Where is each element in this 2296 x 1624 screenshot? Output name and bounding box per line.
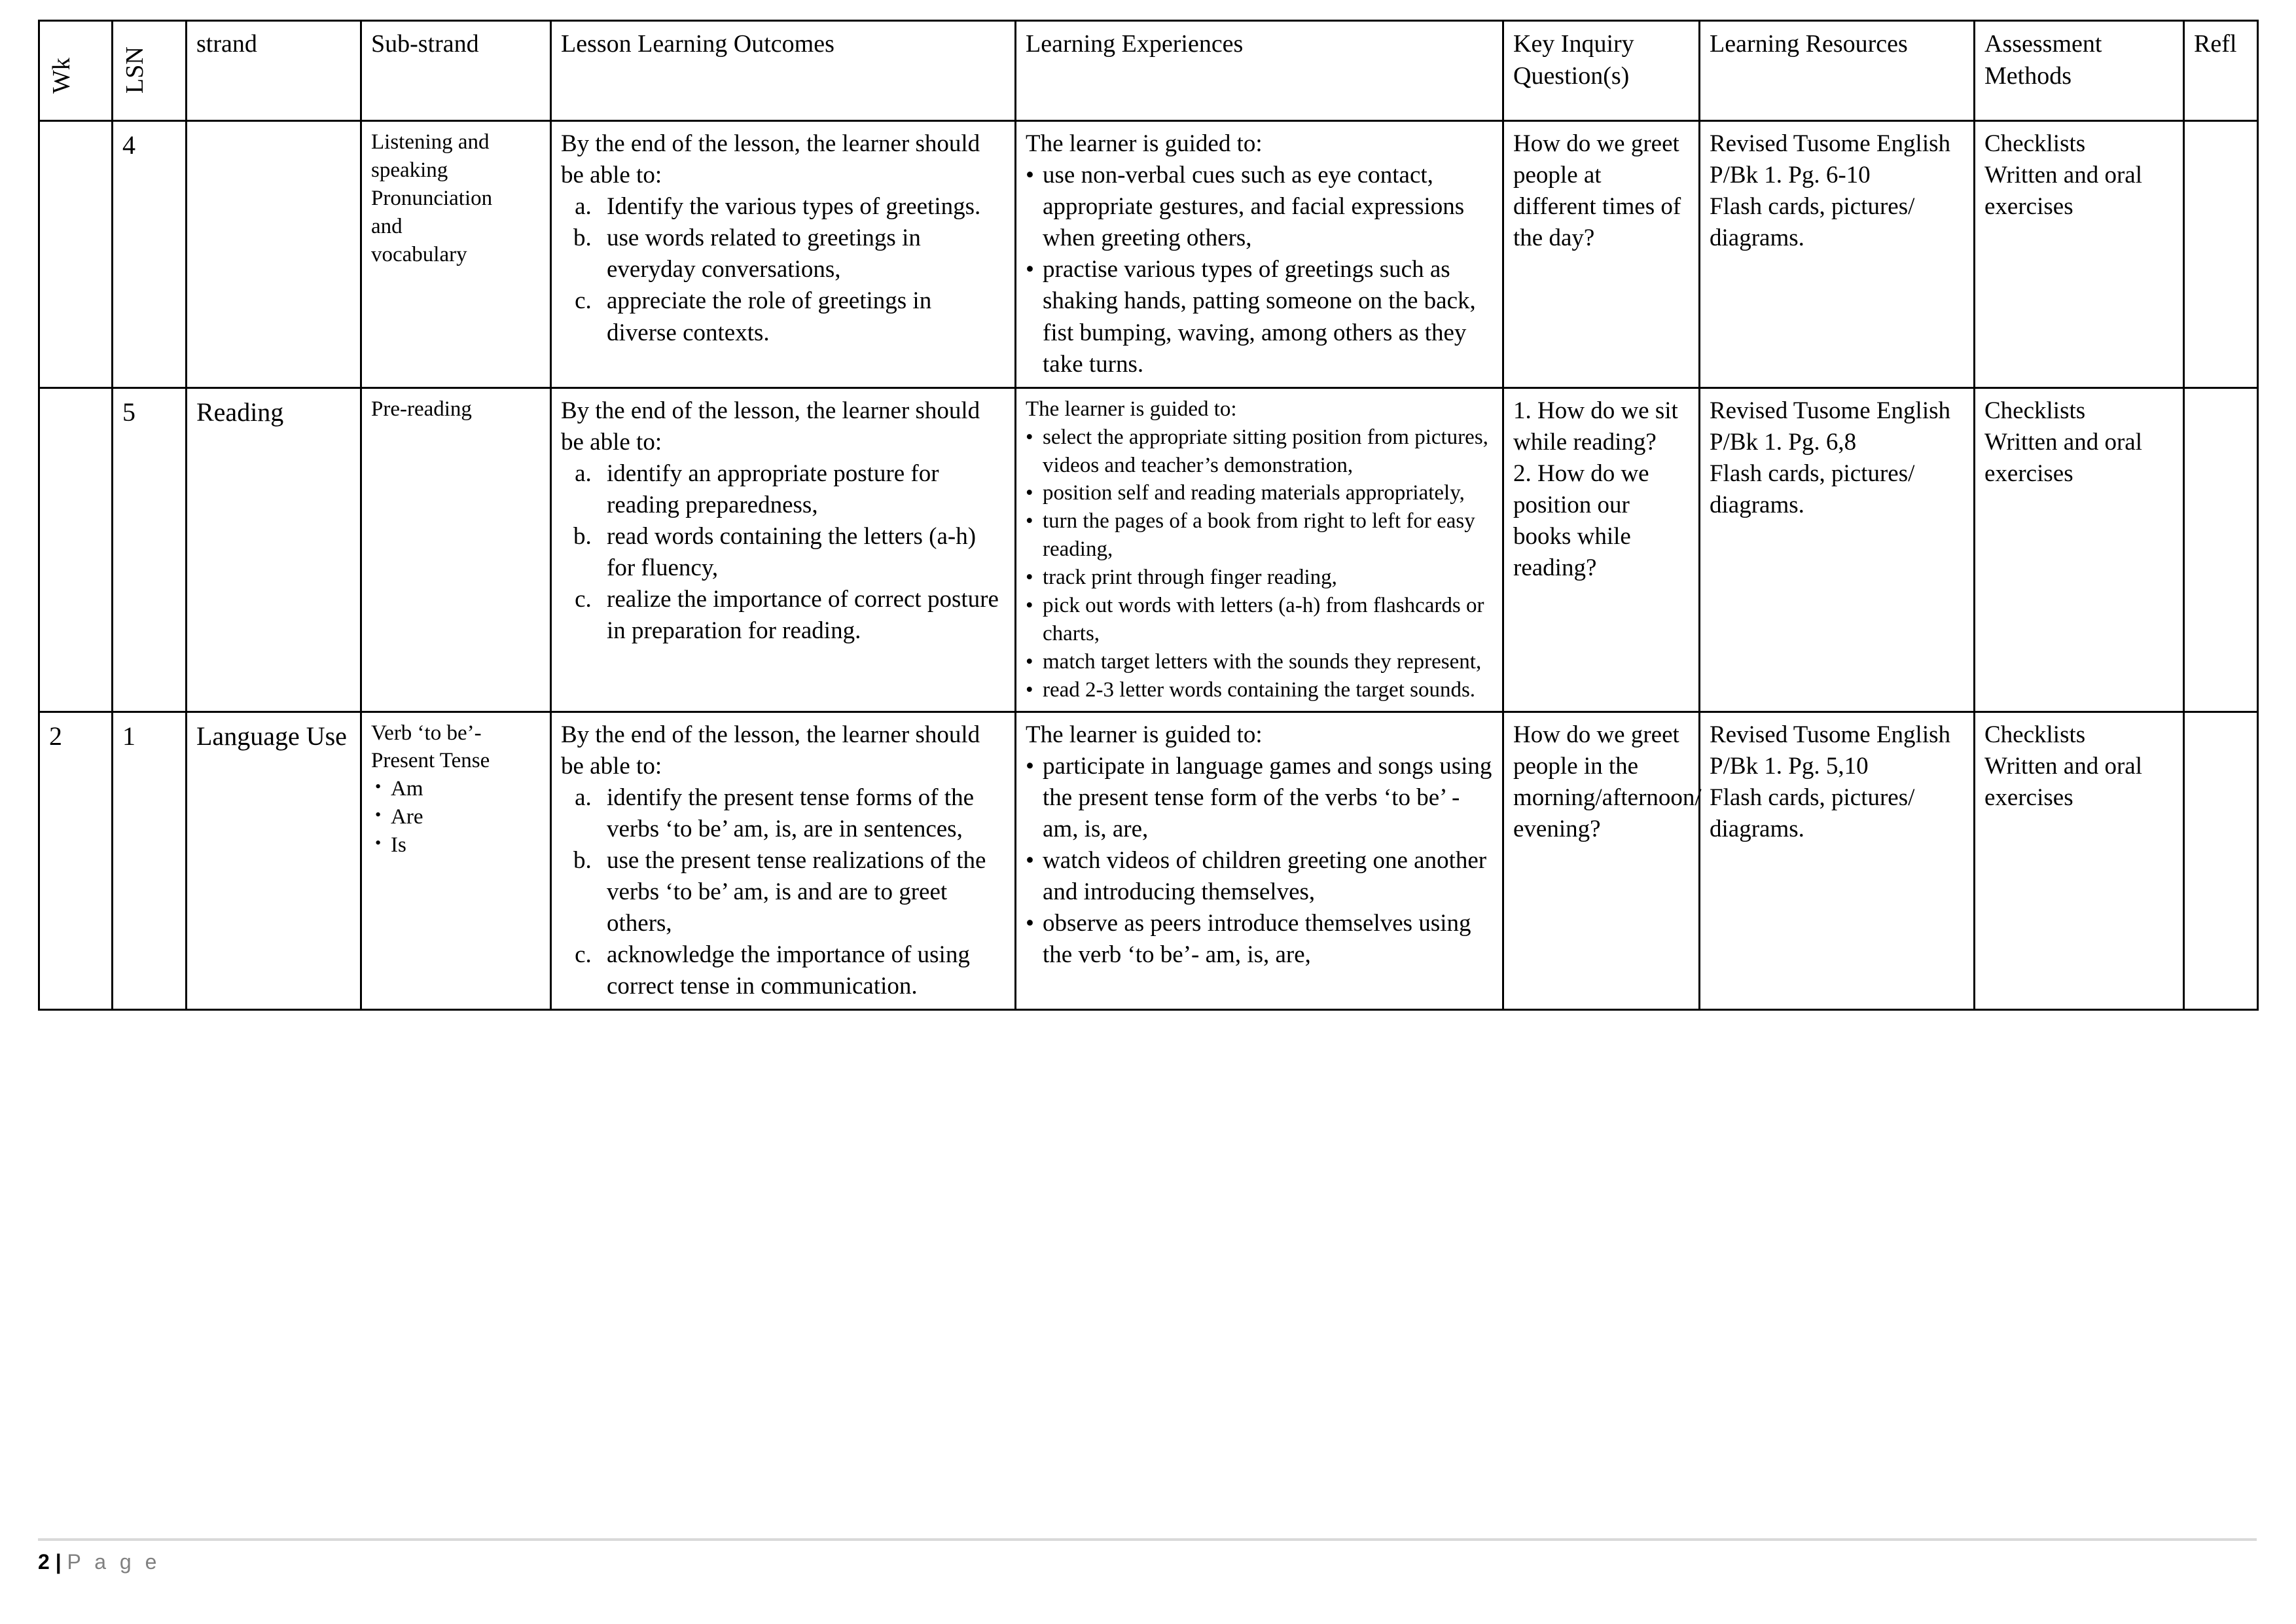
sub-strand-bullet-list — [371, 775, 541, 859]
cell-sub-strand — [361, 712, 551, 1010]
cell-learning-resources — [1700, 388, 1975, 712]
list-item: b. use words related to greetings in everyday conversations, — [598, 223, 1005, 285]
column-header-learning-experiences: Learning Experiences — [1016, 21, 1503, 121]
scheme-of-work-table — [38, 20, 2259, 1011]
inquiry-question: 2. How do we position our books while reading? — [1513, 460, 1649, 582]
list-item: • read 2-3 letter words containing the target sounds. — [1026, 676, 1493, 704]
assessment-line: Checklists — [1984, 721, 2086, 748]
cell-learning-experiences — [1016, 121, 1503, 388]
column-header-key-inquiry-questions: Key Inquiry Question(s) — [1503, 21, 1700, 121]
resource-line: Flash cards, pictures/ diagrams. — [1710, 193, 1915, 252]
column-header-lesson-learning-outcomes: Lesson Learning Outcomes — [551, 21, 1016, 121]
list-item: • position self and reading materials appropriately, — [1026, 479, 1493, 507]
column-header-lsn-label: LSN — [121, 46, 149, 94]
list-item: c. acknowledge the importance of using correct tense in communication. — [598, 939, 1005, 1002]
cell-strand: Reading — [187, 388, 361, 712]
cell-reflection[interactable] — [2184, 712, 2258, 1010]
table-row — [39, 388, 2258, 712]
resource-line: Flash cards, pictures/ diagrams. — [1710, 784, 1915, 842]
column-header-assessment-methods: Assessment Methods — [1975, 21, 2184, 121]
outcomes-intro: By the end of the lesson, the learner should be able to: — [561, 130, 980, 189]
experiences-intro: The learner is guided to: — [1026, 721, 1263, 748]
list-item: c. realize the importance of correct posture in preparation for reading. — [598, 584, 1005, 647]
resource-line: Revised Tusome English — [1710, 397, 1950, 424]
cell-strand — [187, 121, 361, 388]
outcomes-list — [561, 191, 1005, 348]
column-header-lsn — [113, 21, 187, 121]
assessment-line: Checklists — [1984, 130, 2086, 157]
cell-key-inquiry-questions — [1503, 712, 1700, 1010]
cell-lesson-learning-outcomes — [551, 388, 1016, 712]
outcomes-list — [561, 458, 1005, 647]
cell-assessment-methods — [1975, 712, 2184, 1010]
footer-page-indicator — [38, 1550, 2257, 1574]
cell-lesson-learning-outcomes — [551, 712, 1016, 1010]
outcomes-intro: By the end of the lesson, the learner should be able to: — [561, 397, 980, 456]
table-row — [39, 712, 2258, 1010]
cell-sub-strand — [361, 121, 551, 388]
assessment-line: Written and oral exercises — [1984, 428, 2142, 487]
cell-strand: Language Use — [187, 712, 361, 1010]
experiences-list — [1026, 424, 1493, 704]
table-body — [39, 121, 2258, 1010]
list-item: b. use the present tense realizations of the verbs ‘to be’ am, is and are to greet others, — [598, 845, 1005, 939]
experiences-intro: The learner is guided to: — [1026, 130, 1263, 157]
outcomes-list — [561, 782, 1005, 1003]
footer-page-number: 2 — [38, 1550, 50, 1574]
experiences-list — [1026, 160, 1493, 380]
cell-key-inquiry-questions — [1503, 388, 1700, 712]
inquiry-question: 1. How do we sit while reading? — [1513, 397, 1678, 456]
text-line: Listening and — [371, 130, 490, 154]
cell-learning-resources — [1700, 712, 1975, 1010]
text-line: and — [371, 214, 403, 238]
list-item: • match target letters with the sounds they represent, — [1026, 648, 1493, 676]
cell-week: 2 — [39, 712, 113, 1010]
cell-week — [39, 121, 113, 388]
outcomes-intro: By the end of the lesson, the learner should be able to: — [561, 721, 980, 780]
column-header-wk-label: Wk — [48, 58, 75, 94]
assessment-line: Written and oral exercises — [1984, 162, 2142, 221]
resource-line: P/Bk 1. Pg. 5,10 — [1710, 752, 1869, 780]
cell-learning-resources — [1700, 121, 1975, 388]
resource-line: Revised Tusome English — [1710, 130, 1950, 157]
list-item: • select the appropriate sitting position from pictures, videos and teacher’s demonstration, — [1026, 424, 1493, 480]
list-item: • participate in language games and songs using the present tense form of the verbs ‘to be’ -am, is, are, — [1026, 751, 1493, 845]
list-item: a. identify an appropriate posture for reading preparedness, — [598, 458, 1005, 521]
column-header-wk — [39, 21, 113, 121]
column-header-sub-strand: Sub-strand — [361, 21, 551, 121]
table-row — [39, 121, 2258, 388]
resource-line: P/Bk 1. Pg. 6,8 — [1710, 428, 1857, 456]
experiences-intro: The learner is guided to: — [1026, 397, 1237, 421]
list-item: • track print through finger reading, — [1026, 564, 1493, 592]
cell-reflection[interactable] — [2184, 121, 2258, 388]
footer-separator: | — [55, 1550, 62, 1574]
text-line: Pronunciation — [371, 186, 493, 210]
cell-week — [39, 388, 113, 712]
list-item: • use non-verbal cues such as eye contact, appropriate gestures, and facial expressions when greeting others, — [1026, 160, 1493, 254]
list-item: a. identify the present tense forms of the verbs ‘to be’ am, is, are in sentences, — [598, 782, 1005, 845]
resource-line: P/Bk 1. Pg. 6-10 — [1710, 162, 1871, 189]
page-footer — [38, 1538, 2257, 1574]
cell-learning-experiences — [1016, 388, 1503, 712]
footer-divider — [38, 1538, 2257, 1541]
list-item: • practise various types of greetings such as shaking hands, patting someone on the back, fist bumping, waving, among others as they take turns. — [1026, 254, 1493, 380]
cell-assessment-methods — [1975, 388, 2184, 712]
cell-lesson-learning-outcomes — [551, 121, 1016, 388]
resource-line: Flash cards, pictures/ diagrams. — [1710, 460, 1915, 519]
inquiry-question: How do we greet people at different times of the day? — [1513, 130, 1681, 252]
cell-key-inquiry-questions — [1503, 121, 1700, 388]
list-item: • Is — [375, 831, 541, 859]
assessment-line: Checklists — [1984, 397, 2086, 424]
column-header-strand: strand — [187, 21, 361, 121]
cell-learning-experiences — [1016, 712, 1503, 1010]
cell-assessment-methods — [1975, 121, 2184, 388]
text-line: Pre-reading — [371, 397, 472, 421]
column-header-reflection: Refl — [2184, 21, 2258, 121]
assessment-line: Written and oral exercises — [1984, 752, 2142, 811]
footer-page-label: P a g e — [67, 1550, 161, 1574]
list-item: b. read words containing the letters (a-h) for fluency, — [598, 521, 1005, 584]
list-item: c. appreciate the role of greetings in diverse contexts. — [598, 285, 1005, 348]
resource-line: Revised Tusome English — [1710, 721, 1950, 748]
column-header-learning-resources: Learning Resources — [1700, 21, 1975, 121]
list-item: • Are — [375, 803, 541, 831]
cell-lesson-number: 4 — [113, 121, 187, 388]
list-item: a. Identify the various types of greetings. — [598, 191, 1005, 223]
cell-reflection[interactable] — [2184, 388, 2258, 712]
text-line: Verb ‘to be’- Present Tense — [371, 721, 490, 773]
experiences-list — [1026, 751, 1493, 971]
text-line: vocabulary — [371, 242, 467, 266]
table-header-row — [39, 21, 2258, 121]
list-item: • watch videos of children greeting one another and introducing themselves, — [1026, 845, 1493, 908]
list-item: • observe as peers introduce themselves using the verb ‘to be’- am, is, are, — [1026, 908, 1493, 971]
cell-sub-strand — [361, 388, 551, 712]
list-item: • Am — [375, 775, 541, 803]
list-item: • turn the pages of a book from right to left for easy reading, — [1026, 507, 1493, 564]
list-item: • pick out words with letters (a-h) from flashcards or charts, — [1026, 592, 1493, 648]
cell-lesson-number: 5 — [113, 388, 187, 712]
inquiry-question: How do we greet people in the morning/afternoon/ evening? — [1513, 721, 1702, 842]
text-line: speaking — [371, 158, 448, 182]
cell-lesson-number: 1 — [113, 712, 187, 1010]
